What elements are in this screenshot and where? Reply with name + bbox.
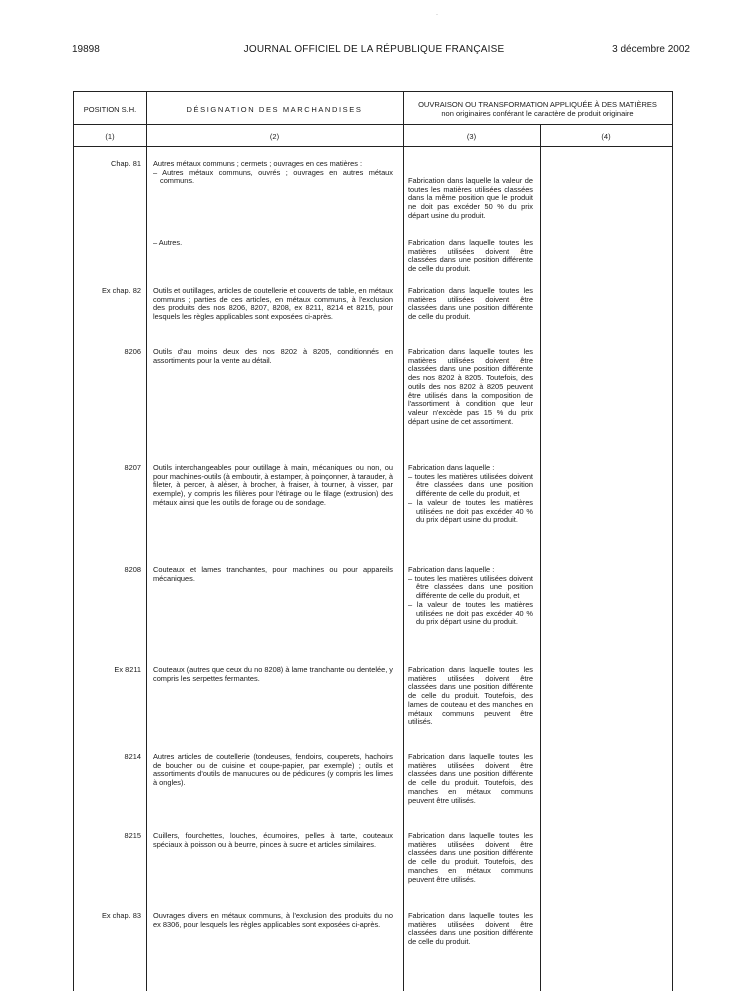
row-position: Ex chap. 82 [101, 286, 141, 295]
row-designation [153, 239, 393, 248]
row-position: 8206 [124, 347, 141, 356]
row-rule: Fabrication dans laquelle toutes les matières utilisées doivent être classées dans une position différente de celle du produit. Toutefois, des manches en métaux communs peuvent être utilisés. [408, 752, 533, 805]
row-rule [408, 464, 533, 525]
row-rule: Fabrication dans laquelle toutes les matières utilisées doivent être classées dans une position différente de celle du produit. Toutefois, des manches en métaux communs peuvent être utilisés. [408, 831, 533, 884]
row-position: Ex 8211 [114, 665, 141, 674]
row-rule: Fabrication dans laquelle toutes les matières utilisées doivent être classées dans une position différente de celle du produit. Toutefois, des lames de couteau et des manches en métaux communs peuvent être utilisés. [408, 665, 533, 727]
col-divider [146, 92, 147, 991]
rule-line: – toutes les matières utilisées doivent être classées dans une position différente de celle du produit, et [408, 573, 533, 601]
row-rule [408, 566, 533, 627]
col-divider [540, 124, 541, 991]
row-rule: Fabrication dans laquelle toutes les matières utilisées doivent être classées dans une position différente des nos 8202 à 8205. Toutefois, des outils des nos 8202 à 8205 peuvent être utilisés dans la composition de l'assortiment à condition que leur valeur n'excède pas 15 % du prix départ usine de cet assortiment. [408, 347, 533, 426]
row-position: 8215 [124, 831, 141, 840]
page-number: 19898 [72, 44, 100, 55]
row-position: 8207 [124, 463, 141, 472]
rule-line: – toutes les matières utilisées doivent être classées dans une position différente de celle du produit, et [408, 471, 533, 499]
row-designation: Couteaux et lames tranchantes, pour machines ou pour appareils mécaniques. [153, 565, 393, 583]
col-header-position: POSITION S.H. [83, 105, 137, 114]
rule-line: Fabrication dans laquelle : [408, 463, 495, 472]
col-divider [403, 92, 404, 991]
row-designation: Outils et outillages, articles de coutellerie et couverts de table, en métaux communs ; parties de ces articles, en métaux communs, à l'exclusion des produits des nos 8206, 8207, 8208, ex 8211, 8214 et 8215, pour lesquels les règles applicables sont exposées ci-après. [153, 286, 393, 322]
designation-line: – Autres métaux communs, ouvrés ; ouvrages en autres métaux communs. [153, 167, 393, 186]
row-rule: Fabrication dans laquelle toutes les matières utilisées doivent être classées dans une position différente de celle du produit. [408, 238, 533, 274]
row-position: 8208 [124, 565, 141, 574]
row-designation: Outils interchangeables pour outillage à main, mécaniques ou non, ou pour machines-outils (à emboutir, à estamper, à poinçonner, à tarauder, à fileter, à percer, à aléser, à brocher, à fraiser, à tourner, à visser, par exemple), y compris les filières pour l'étirage ou le filage (extrusion) des métaux ainsi que les outils de forage ou de sondage. [153, 463, 393, 507]
col-number-2: (2) [269, 132, 280, 141]
col-header-ouvraison [403, 100, 672, 118]
rule-line: – la valeur de toutes les matières utilisées ne doit pas excéder 40 % du prix départ usine du produit. [408, 599, 533, 627]
col-header-ouvraison-line2: non originaires conférant le caractère de produit originaire [441, 109, 634, 118]
row-designation [153, 160, 393, 186]
row-designation: Ouvrages divers en métaux communs, à l'exclusion des produits du no ex 8306, pour lesquels les règles applicables sont exposées ci-après. [153, 911, 393, 929]
row-position: Ex chap. 83 [101, 911, 141, 920]
rule-line: Fabrication dans laquelle : [408, 565, 495, 574]
col-number-4: (4) [601, 132, 611, 141]
col-number-1: (1) [105, 132, 115, 141]
designation-line: Autres métaux communs ; cermets ; ouvrages en ces matières : [153, 159, 363, 168]
row-designation: Outils d'au moins deux des nos 8202 à 8205, conditionnés en assortiments pour la vente au détail. [153, 347, 393, 365]
row-rule: Fabrication dans laquelle toutes les matières utilisées doivent être classées dans une position différente de celle du produit. [408, 911, 533, 947]
publication-date: 3 décembre 2002 [612, 44, 690, 55]
rule-line: – la valeur de toutes les matières utilisées ne doit pas excéder 40 % du prix départ usine du produit. [408, 497, 533, 525]
row-designation: Cuillers, fourchettes, louches, écumoires, pelles à tarte, couteaux spéciaux à poisson ou à beurre, pinces à sucre et articles similaires. [153, 831, 393, 849]
journal-title: JOURNAL OFFICIEL DE LA RÉPUBLIQUE FRANÇAISE [243, 44, 505, 55]
row-designation: Couteaux (autres que ceux du no 8208) à lame tranchante ou dentelée, y compris les serpettes fermantes. [153, 665, 393, 683]
col-number-3: (3) [466, 132, 477, 141]
row-designation: Autres articles de coutellerie (tondeuses, fendoirs, couperets, hachoirs de boucher ou de cuisine et coupe-papier, par exemple) ; outils et assortiments d'outils de manucures ou de pédicures (y compris les limes à ongles). [153, 752, 393, 788]
rules-table [73, 91, 673, 991]
header-rule [74, 146, 672, 147]
row-rule: Fabrication dans laquelle la valeur de toutes les matières utilisées classées dans la même position que le produit ne doit pas excéder 50 % du prix départ usine du produit. [408, 176, 533, 220]
header-rule [74, 124, 672, 125]
designation-line: – Autres. [153, 238, 183, 247]
col-header-designation: DÉSIGNATION DES MARCHANDISES [186, 105, 363, 114]
row-position: Chap. 81 [111, 159, 141, 168]
scan-speck: · [436, 12, 438, 18]
row-rule: Fabrication dans laquelle toutes les matières utilisées doivent être classées dans une position différente de celle du produit. [408, 286, 533, 322]
row-position: 8214 [124, 752, 141, 761]
col-header-ouvraison-line1: OUVRAISON OU TRANSFORMATION APPLIQUÉE À DES MATIÈRES [418, 100, 657, 109]
